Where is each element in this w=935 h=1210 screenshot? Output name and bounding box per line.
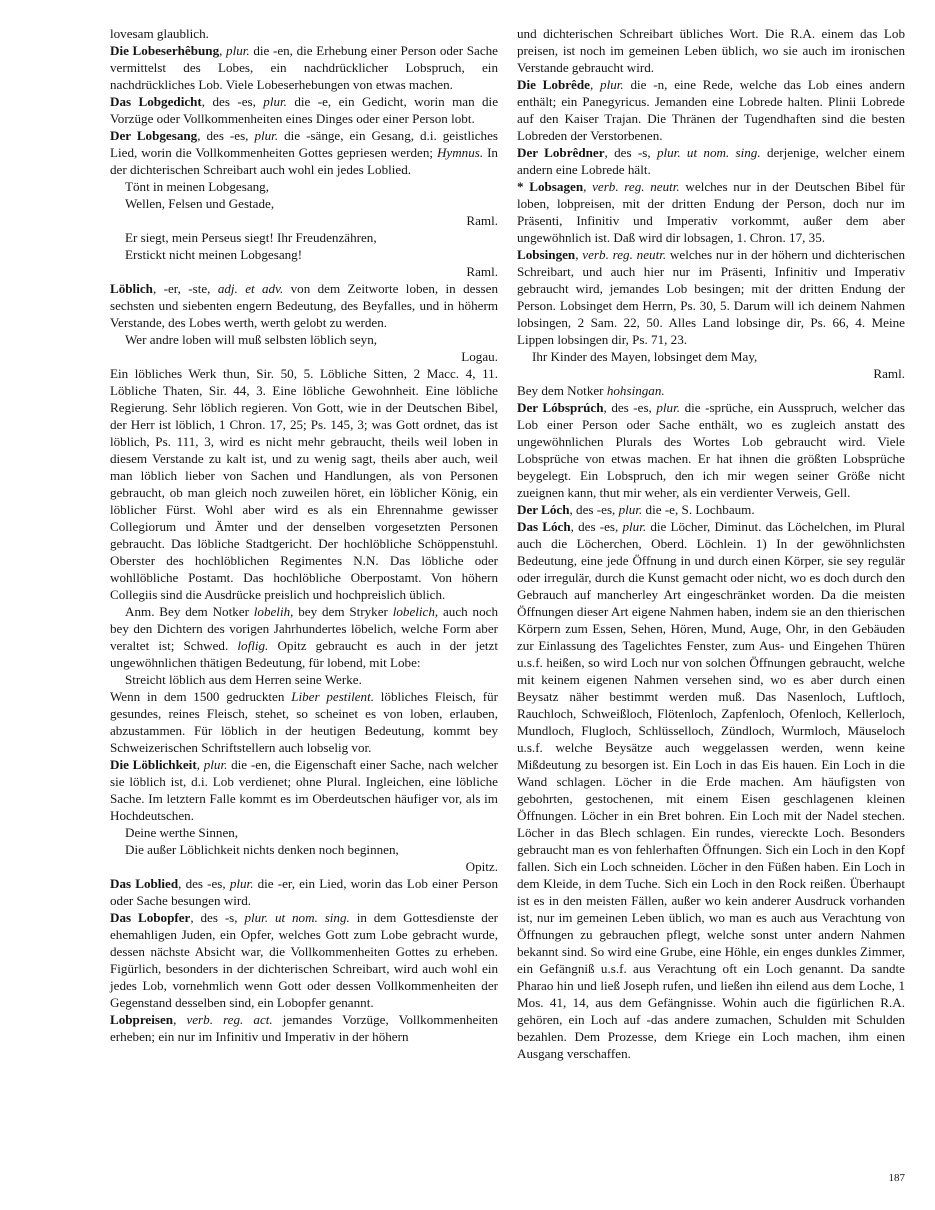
entry-lobgesang: Der Lobgesang, des -es, plur. die -sänge, ein Gesang, d.i. geistliches Lied, worin die Vollkommenheiten Gottes gepriesen werden; Hymnus. In der dichterischen Schreibart auch wohl ein jedes Loblied. — [110, 128, 498, 177]
entry-lobspruch: Der Lóbsprúch, des -es, plur. die -sprüche, ein Ausspruch, welcher das Lob einer Person oder Sache enthält, wo es zugleich anstatt des ungewöhnlichen Plurals des Wortes Lob gebraucht wird. Viele Lobsprüche von etwas machen. Er hat ihnen die größten Lobsprüche beygelegt. Ein Lobspruch, den ich mir wegen seiner Größe nicht zueignen kann, thut mir weher, als ein verdienter Verweis, Gell. — [517, 400, 905, 500]
entry-lobopfer: Das Lobopfer, des -s, plur. ut nom. sing. in dem Gottesdienste der ehemahligen Juden, ein Opfer, welches Gott zum Lobe gebracht wurde, dessen nächste Absicht war, die Vollkommenheiten Gottes zu erheben. Figürlich, besonders in der dichterischen Schreibart, wird auch wohl ein jedes Lob, vornehmlich wenn Gott oder dessen Vollkommenheiten der Gegenstand desselben sind, ein Lobopfer genannt. — [110, 910, 499, 1010]
attribution: Opitz. — [465, 859, 498, 874]
headword: Die Lobrêde — [517, 77, 590, 92]
headword: Der Lóbsprúch — [517, 400, 604, 415]
verse-line: Wer andre loben will muß selbsten löblich seyn, — [125, 332, 378, 347]
headword: Das Loblied — [110, 876, 179, 891]
entry-lobgedicht: Das Lobgedicht, des -es, plur. die -e, ein Gedicht, worin man die Vorzüge oder Vollkommenheiten eines Dinges oder einer Person lobt. — [110, 94, 499, 126]
verse-line: Deine werthe Sinnen, — [125, 825, 239, 840]
left-column — [110, 25, 498, 1045]
verse-line: Erstickt nicht meinen Lobgesang! — [125, 247, 303, 262]
headword: Der Lóch — [517, 502, 570, 517]
headword: Löblich — [110, 281, 153, 296]
entry-lobpreisen: Lobpreisen, verb. reg. act. jemandes Vorzüge, Vollkommenheiten erheben; ein nur im Infinitiv und Imperativ in der höhern — [110, 1012, 498, 1044]
attribution: Raml. — [466, 213, 498, 228]
entry-body: Bey dem Notker hohsingan. — [517, 383, 665, 398]
entry-body: Ein löbliches Werk thun, Sir. 50, 5. Löbliche Sitten, 2 Macc. 4, 11. Löbliche Thaten, Sir. 44, 3. Eine löbliche Gewohnheit. Eine löbliche Regierung. Sehr löblich regieren. Von Gott, wie in der Deutschen Bibel, der Herr ist löblich, 1 Chron. 17, 25; Ps. 145, 3; was Gott ordnet, das ist löblich, Ps. 111, 3, wird es nicht mehr gebraucht, theils weil loben in diesem Verstande zu kalt ist, und zu wenig sagt, theils aber auch, weil man löblich lieber von Sachen und Handlungen, als von Personen gebraucht, ob man gleich noch zuweilen höret, ein löblicher König, ein löblicher Fürst. Wohl aber wird es als ein Ehrennahme gewisser Collegiorum und Ämter und der denselben vorgesetzten Personen gebraucht. Das löbliche Stadtgericht. Der hochlöbliche Schöppenstuhl. Oberster des hochlöblichen Regimentes N.N. Das löbliche oder wohllöbliche Postamt. Das hochlöbliche Oberpostamt. Von höhern Collegiis sind die Ausdrücke preislich und hochpreislich üblich. — [110, 366, 498, 602]
verse-line: Streicht löblich aus dem Herren seine Werke. — [125, 672, 362, 687]
verse-line: Er siegt, mein Perseus siegt! Ihr Freudenzähren, — [125, 230, 377, 245]
entry-loeblich: Löblich, -er, -ste, adj. et adv. von dem Zeitworte loben, in dessen sechsten und siebenten engern Bedeutung, des Beyfalles, und in höherm Verstande, des Lobes werth, werth gelobt zu werden. — [110, 281, 499, 330]
entry-lobredner: Der Lobrêdner, des -s, plur. ut nom. sing. derjenige, welcher einem andern eine Lobrede hält. — [517, 145, 905, 177]
headword: Der Lobgesang — [110, 128, 198, 143]
annotation: Anm. Bey dem Notker lobelih, bey dem Stryker lobelich, auch noch bey den Dichtern des vorigen Jahrhundertes löbelich, welche Form aber veraltet ist; Schwed. loflig. Opitz gebraucht es auch in der jetzt ungewöhnlichen thätigen Bedeutung, für lobend, mit Lobe: — [110, 604, 498, 670]
right-column — [517, 25, 905, 1062]
attribution: Raml. — [466, 264, 498, 279]
verse-line: Ihr Kinder des Mayen, lobsinget dem May, — [532, 349, 758, 364]
headword: Das Lobgedicht — [110, 94, 202, 109]
headword: Das Lobopfer — [110, 910, 191, 925]
entry-loeblichkeit: Die Löblichkeit, plur. die -en, die Eigenschaft einer Sache, nach welcher sie löblich ist, d.i. Lob verdienet; ohne Plural. Ingleichen, eine löbliche Sache. Im letztern Falle kommt es im Oberdeutschen häufiger vor, als im Hochdeutschen. — [110, 757, 499, 823]
verse-line: Die außer Löblichkeit nichts denken noch beginnen, — [125, 842, 399, 857]
verse-line: Wellen, Felsen und Gestade, — [125, 196, 275, 211]
entry-lobrede: Die Lobrêde, plur. die -n, eine Rede, welche das Lob eines andern enthält; ein Panegyricus. Jemanden eine Lobrede halten. Plinii Lobrede auf den Kaiser Trajan. Die Thränen der Tugendhaften sind die besten Lobreden der Verstorbenen. — [517, 77, 906, 143]
entry-loch-neut: Das Lóch, des -es, plur. die Löcher, Diminut. das Löchelchen, im Plural auch die Löcherchen, Oberd. Löchlein. 1) In der gewöhnlichsten Bedeutung, eine jede Öffnung in und durch einen Körper, sie sey regulär oder irregulär, durch die Kunst gemacht oder nicht, wo es doch durch den Gebrauch auf mancherley Art eingeschränket worden. Da die meisten Öffnungen dieser Art eigene Nahmen haben, indem sie an den thierischen Körpern zum Essen, Sehen, Hören, Mund, Auge, Ohr, in den Gebäuden zur Einlassung des Tagelichtes Fenster, zum Aus- und Eingehen Thüren u.s.f. heißen, so wird Loch nur von solchen Öffnungen gebraucht, welche mit keinem eigenen Nahmen versehen sind, wo es aber durch einen Beysatz näher bestimmt werden muß. Das Nasenloch, Luftloch, Rauchloch, Schweißloch, Flötenloch, Zapfenloch, Ofenloch, Kellerloch, Mundloch, Flugloch, Schlüsselloch, Zündloch, Wurmloch, Mäuseloch u.s.f. welche Beysätze auch weggelassen werden, wenn keine Mißdeutung zu besorgen ist. Ein Loch in das Eis hauen. Ein Loch in die Wand schlagen. Löcher in die Erde machen. Am häufigsten von gebohrten, gestochenen, mit einem Eisen geschlagenen kleinen Öffnungen. Löcher in ein Bret bohren. Ein Loch mit der Nadel stechen. Löcher in das Blech schlagen. Ein rundes, viereckte Loch. Besonders gebraucht man es von fehlerhaften Öffnungen. Sich ein Loch in den Kopf fallen. Sich ein Loch schneiden. Löcher in den Füßen haben. Ein Loch in dem Kleide, in dem Tuche. Sich ein Loch in den Rock reißen. Überhaupt ist es in den meisten Fällen, außer wo kein anderer Ausdruck vorhanden ist, nur im gemeinen Leben üblich, wo man es auch aus Verachtung von Öffnungen zu gebrauchen pflegt, welche sonst unter andern Nahmen bekannt sind. So wird eine Grube, eine Höhle, ein enges dunkles Zimmer, ein Gefängniß u.s.f. aus Verachtung oft ein Loch genannt. Da sandte Pharao hin und ließ Joseph rufen, und ließen ihn eilend aus dem Loche, 1 Mos. 41, 14, aus dem Gefängnisse. Wohin auch die figürlichen R.A. gehören, ein Loch auf -das andere zumachen, Schulden mit Schulden bezahlen. Dem Prozesse, dem Kriege ein Loch machen, ihm einen Ausgang verschaffen. — [517, 519, 906, 1061]
entry-continuation: lovesam glaublich. — [110, 26, 209, 41]
entry-lobsagen: * Lobsagen, verb. reg. neutr. welches nur in der Deutschen Bibel für loben, lobpreisen, mit der dritten Endung der Person, doch nur im Präsenti, Infinitiv und Imperativ vorkommt, außer dem aber ungewöhnlich ist. Daß wird dir lobsagen, 1. Chron. 17, 35. — [517, 179, 906, 245]
entry-continuation: und dichterischen Schreibart übliches Wort. Die R.A. einem das Lob preisen, ist noch im gemeinen Leben üblich, wo sie auch im ironischen Verstande gebraucht wird. — [517, 26, 905, 75]
entry-loch-masc: Der Lóch, des -es, plur. die -e, S. Lochbaum. — [517, 502, 755, 517]
verse-line: Tönt in meinen Lobgesang, — [125, 179, 269, 194]
entry-lobeserhebung: Die Lobeserhêbung, plur. die -en, die Erhebung einer Person oder Sache vermittelst des Lobes, ein nachdrücklicher Lobspruch, ein nachdrückliches Lob. Viele Lobeserhebungen von etwas machen. — [110, 43, 498, 92]
headword: Das Lóch — [517, 519, 571, 534]
headword: Lobsagen — [529, 179, 584, 194]
page-number: 187 — [888, 1172, 905, 1184]
headword: Die Löblichkeit — [110, 757, 197, 772]
entry-loblied: Das Loblied, des -es, plur. die -er, ein Lied, worin das Lob einer Person oder Sache besungen wird. — [110, 876, 498, 908]
headword: Lobsingen — [517, 247, 576, 262]
attribution: Raml. — [873, 366, 905, 381]
headword: Die Lobeserhêbung — [110, 43, 220, 58]
entry-body: Wenn in dem 1500 gedruckten Liber pestilent. löbliches Fleisch, für gesundes, reines Fleisch, stehet, so scheinet es von loben, erlauben, abzustammen. Für löblich in der heutigen Bedeutung, kommt bey Schweizerischen Schriftstellern auch lobselig vor. — [110, 689, 498, 755]
attribution: Logau. — [461, 349, 498, 364]
headword: Lobpreisen — [110, 1012, 174, 1027]
headword: Der Lobrêdner — [517, 145, 605, 160]
entry-lobsingen: Lobsingen, verb. reg. neutr. welches nur in der höhern und dichterischen Schreibart, und auch hier nur im Präsenti, Infinitiv und Imperativ gebraucht wird, jemandes Lob besingen; mit der dritten Endung der Person. Lobsinget dem Herrn, Ps. 30, 5. Darum will ich deinem Nahmen lobsingen, 2 Sam. 22, 50. Alles Land lobsinge dir, Ps. 66, 4. Meine Lippen lobsingen dir, Ps. 71, 23. — [517, 247, 905, 347]
